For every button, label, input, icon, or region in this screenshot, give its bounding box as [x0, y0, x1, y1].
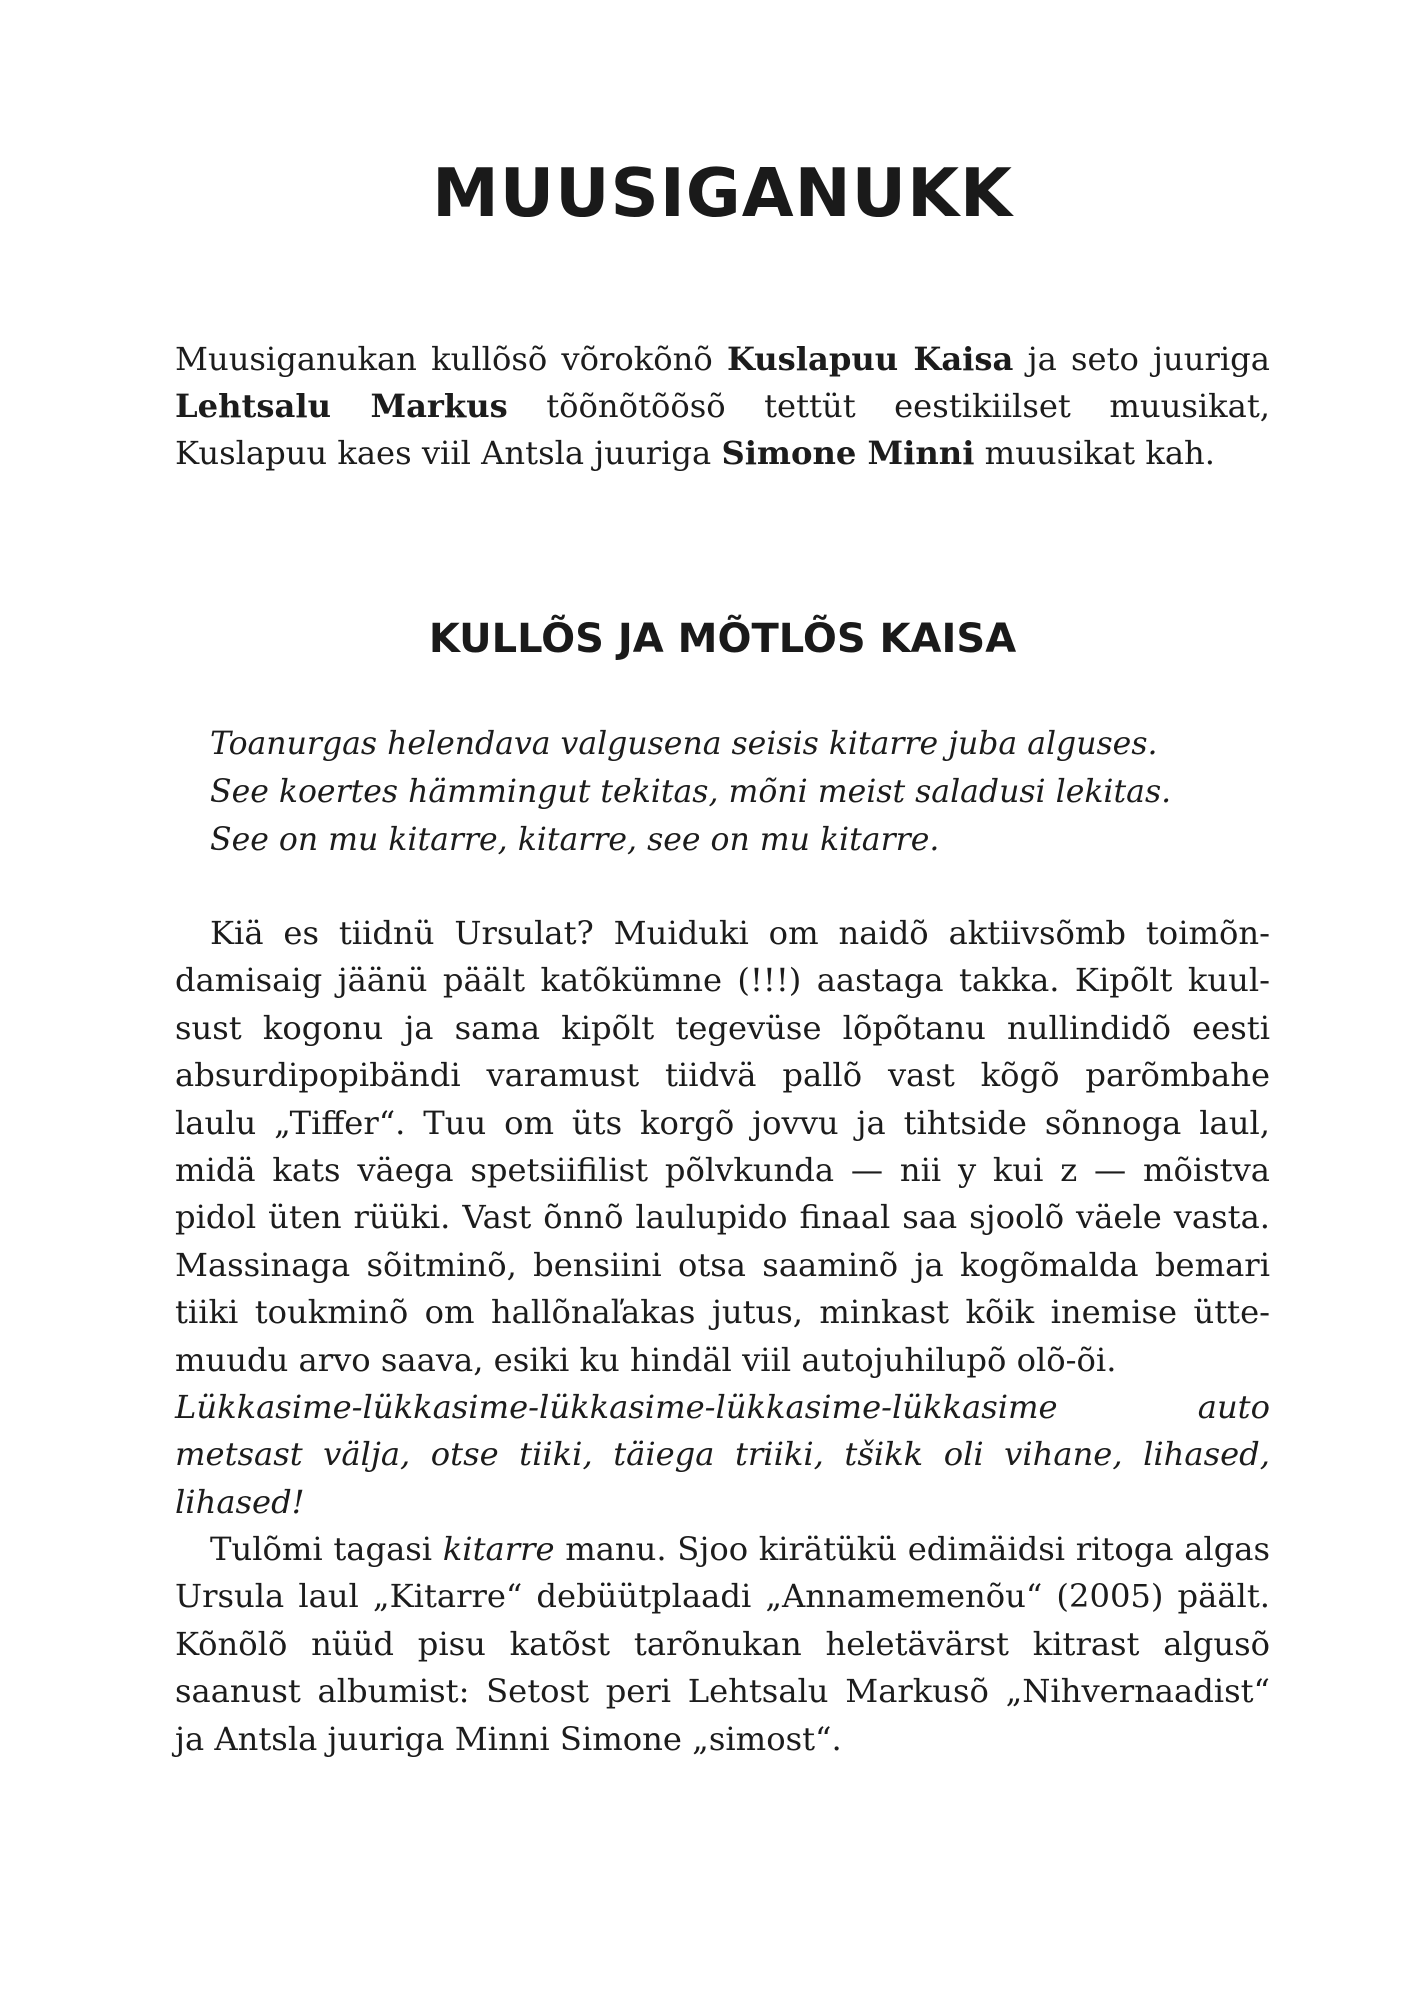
intro-text-2: ja seto juuriga	[1013, 340, 1270, 378]
section-title: KULLÕS JA MÕTLÕS KAISA	[428, 616, 1017, 662]
body-line	[175, 1526, 1270, 1573]
intro-name-kuslapuu: Kuslapuu Kaisa	[726, 340, 1014, 378]
body-text: manu. Sjoo kirätükü edimäidsi ritoga algas	[554, 1530, 1270, 1569]
body-line: sust kogonu ja sama kipõlt tegevüse lõpõtanu nullindidõ eesti	[175, 1008, 1270, 1047]
poem-quote	[210, 720, 1275, 864]
poem-line: See on mu kitarre, kitarre, see on mu kitarre.	[210, 822, 940, 858]
body-line: saanust albumist: Setost peri Lehtsalu Markusõ „Nihvernaadist“	[175, 1672, 1270, 1711]
body-line: pidol üten rüüki. Vast õnnõ laulupido finaal saa sjoolõ väele vasta.	[175, 1198, 1270, 1237]
body-line: midä kats väega spetsiifilist põlvkunda — nii y kui z — mõistva	[175, 1150, 1270, 1189]
body-italic-word: kitarre	[442, 1530, 555, 1569]
body-line: ja Antsla juuriga Minni Simone „simost“.	[175, 1719, 842, 1758]
body-line: damisaig jäänü päält katõkümne (!!!) aastaga takka. Kipõlt kuul-	[175, 961, 1270, 1000]
intro-name-lehtsalu: Lehtsalu Markus	[175, 387, 508, 425]
intro-name-simone: Simone Minni	[721, 434, 975, 472]
poem-line: See koertes hämmingut tekitas, mõni meist saladusi lekitas.	[210, 774, 1172, 810]
article-body	[175, 910, 1270, 1763]
body-line: laulu „Tiffer“. Tuu om üts korgõ jovvu ja tihtside sõnnoga laul,	[175, 1103, 1270, 1142]
body-line: Massinaga sõitminõ, bensiini otsa saaminõ ja kogõmalda bemari	[175, 1245, 1270, 1284]
intro-text-4: muusikat kah.	[974, 434, 1215, 472]
italic-quote-line: Lükkasime-lükkasime-lükkasime-lükkasime-lükkasime auto	[175, 1387, 1270, 1426]
body-line: Ursula laul „Kitarre“ debüütplaadi „Annamemenõu“ (2005) päält.	[175, 1577, 1270, 1616]
body-line: absurdipopibändi varamust tiidvä pallõ vast kõgõ parõmbahe	[175, 1056, 1270, 1095]
intro-paragraph	[175, 336, 1270, 477]
poem-line: Toanurgas helendava valgusena seisis kitarre juba alguses.	[210, 726, 1158, 762]
body-text: Tulõmi tagasi	[210, 1530, 443, 1569]
italic-quote-line: metsast välja, otse tiiki, täiega triiki, tšikk oli vihane, lihased,	[175, 1435, 1270, 1474]
body-line: Kõnõlõ nüüd pisu katõst tarõnukan heletävärst kitrast algusõ	[175, 1624, 1270, 1663]
intro-text-1: Muusiganukan kullõsõ võrokõnõ	[175, 340, 727, 378]
body-line: Kiä es tiidnü Ursulat? Muiduki om naidõ aktiivsõmb toimõn-	[210, 914, 1270, 952]
intro-text-3: tõõnõtõõsõ tettüt eestikiilset muusikat, Kuslapuu kaes viil Antsla juuriga	[175, 387, 1270, 472]
body-line: tiiki toukminõ om hallõnaľakas jutus, minkast kõik inemise ütte-	[175, 1293, 1270, 1332]
italic-quote-line: lihased!	[175, 1482, 305, 1521]
body-line: muudu arvo saava, esiki ku hindäl viil autojuhilupõ olõ-õi.	[175, 1340, 1117, 1379]
page-title: MUUSIGANUKK	[432, 154, 1013, 232]
